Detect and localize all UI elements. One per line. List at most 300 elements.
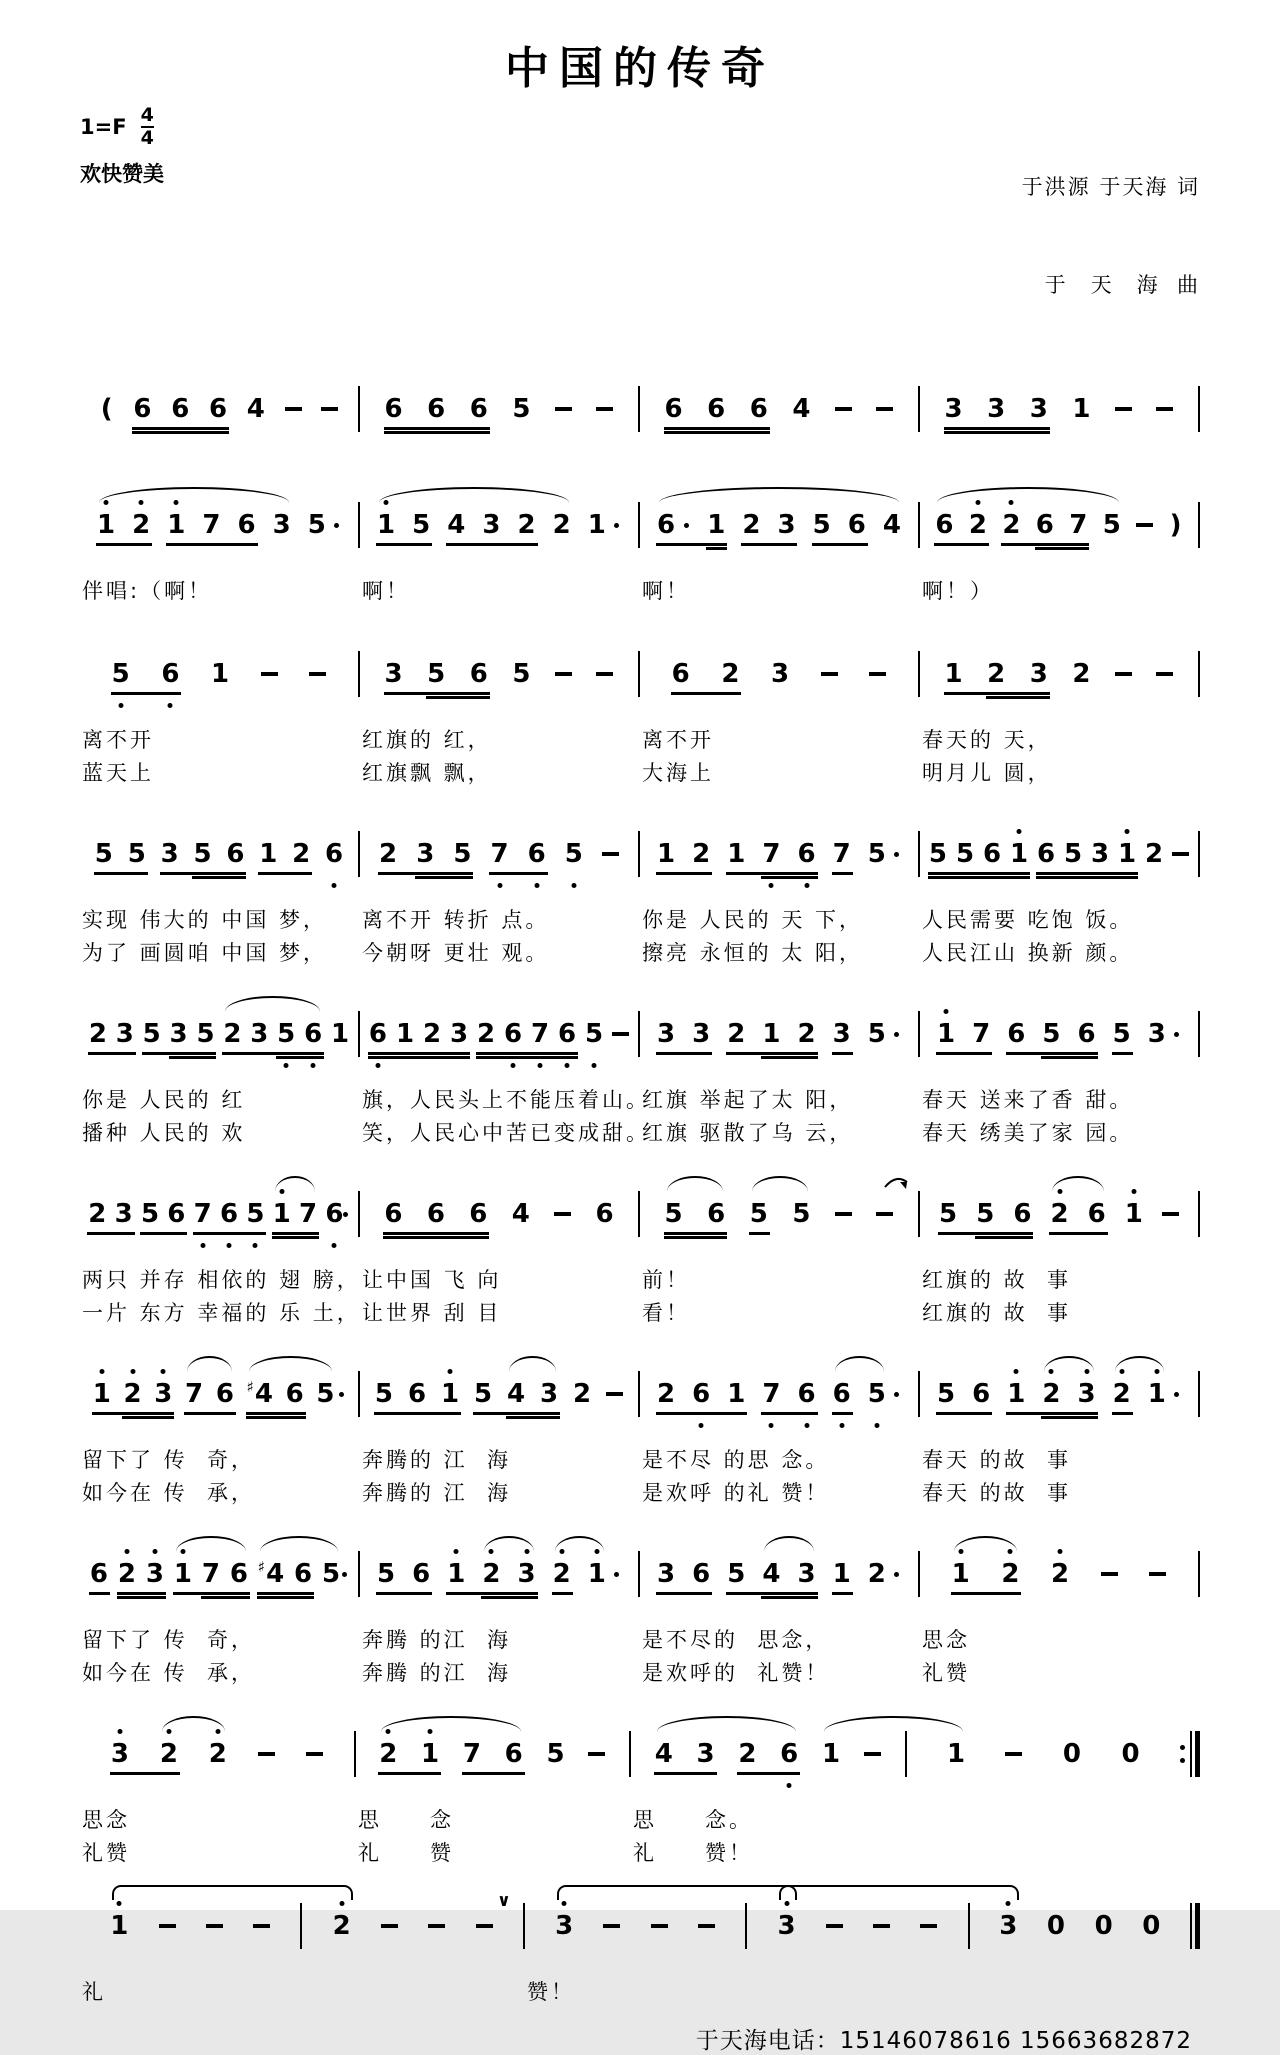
- aug-dot: [613, 1557, 621, 1591]
- note-char: 5: [749, 1199, 768, 1230]
- note: [596, 1197, 614, 1231]
- note-char: 5: [546, 1739, 565, 1770]
- note-char: 5: [812, 510, 831, 541]
- note-char: 6: [780, 1739, 799, 1770]
- lyric-cell: 春天的 天，: [922, 728, 1052, 753]
- dash-glyph: [1156, 672, 1173, 676]
- beam-line: [761, 1596, 818, 1598]
- note: [1036, 508, 1054, 542]
- note: [170, 1017, 188, 1051]
- note: [518, 1557, 536, 1591]
- note-char: 1: [1124, 1199, 1143, 1230]
- beam-line: [383, 1232, 489, 1234]
- measure: [356, 1737, 630, 1771]
- octave-dot-low: [769, 1423, 774, 1428]
- dash-glyph: [588, 1752, 605, 1756]
- measure: [80, 657, 358, 691]
- note: [277, 1017, 295, 1051]
- note-char: 6: [707, 1199, 726, 1230]
- note: [160, 1737, 178, 1771]
- dash: [253, 1909, 270, 1943]
- note-char: 6: [1013, 1199, 1032, 1230]
- note: [1010, 837, 1028, 871]
- note-char: 1: [395, 1019, 415, 1050]
- note-char: 1: [447, 1559, 466, 1590]
- note-char: 1: [1147, 1379, 1166, 1410]
- beam-line: [1041, 1416, 1098, 1418]
- lyric-cell: 蓝天上: [82, 761, 154, 786]
- beam-line: [706, 547, 727, 549]
- note: [423, 1017, 441, 1051]
- note-char: 4: [254, 1379, 273, 1410]
- note-char: ): [1169, 510, 1182, 541]
- note-char: 1: [110, 1911, 129, 1942]
- measure: [640, 657, 918, 691]
- beam-line: [741, 543, 797, 545]
- dash: [826, 1909, 843, 1943]
- beam-line: [376, 1592, 432, 1594]
- note: [238, 508, 256, 542]
- dash-glyph: [261, 672, 278, 676]
- beam-line: [934, 543, 989, 545]
- note-char: 4: [447, 510, 466, 541]
- barline: [1198, 502, 1200, 548]
- note: [780, 1737, 798, 1771]
- octave-dot-low: [511, 1063, 516, 1068]
- note-char: 5: [585, 1019, 604, 1050]
- note: [1001, 1557, 1019, 1591]
- lyric-cell: 思 念。: [633, 1808, 753, 1833]
- aug-dot: [333, 508, 341, 542]
- note-char: 4: [654, 1739, 673, 1770]
- note: [412, 508, 430, 542]
- dash-glyph: [698, 1924, 715, 1928]
- note-char: 3: [384, 659, 403, 690]
- lyric-cell: 一片 东方 幸福的 乐 土，: [82, 1301, 361, 1326]
- beam-line: [706, 543, 727, 545]
- note-char: 5: [453, 839, 472, 870]
- measure: [80, 508, 358, 542]
- aug-dot: [1173, 1377, 1181, 1411]
- octave-dot-low: [804, 883, 809, 888]
- lyric-cell: 伴唱:（啊！: [82, 579, 213, 604]
- beam-line: [761, 876, 818, 878]
- close-paren: [1169, 508, 1183, 542]
- note: [154, 1377, 172, 1411]
- slur-arc: [555, 1536, 604, 1553]
- note-char: 6: [285, 1379, 304, 1410]
- note-char: 2: [692, 839, 711, 870]
- note-char: 3: [1147, 1019, 1166, 1050]
- note: [482, 508, 500, 542]
- note-char: 2: [159, 1739, 178, 1770]
- note: [1148, 1017, 1166, 1051]
- note: [672, 657, 690, 691]
- aug-dot-glyph: [894, 1572, 899, 1577]
- note-char: 5: [246, 1199, 265, 1230]
- dash-glyph: [285, 407, 302, 411]
- measure: [907, 1737, 1181, 1771]
- dash-glyph: [206, 1924, 223, 1928]
- beam-line: [88, 1052, 136, 1054]
- dash-glyph: [321, 407, 338, 411]
- note-char: 2: [208, 1739, 227, 1770]
- note-char: 6: [847, 510, 866, 541]
- beam-line: [761, 1592, 818, 1594]
- lyric-cell: 离不开 转折 点。: [362, 908, 550, 933]
- note: [1069, 508, 1087, 542]
- dash: [920, 1909, 937, 1943]
- dash-glyph: [555, 672, 572, 676]
- note: [167, 508, 185, 542]
- slur-arc: [162, 1716, 225, 1733]
- note: [762, 837, 780, 871]
- note: [194, 1197, 212, 1231]
- note-char: 5: [664, 1199, 683, 1230]
- note: [657, 508, 675, 542]
- dash-glyph: [603, 1924, 620, 1928]
- note: [450, 1017, 468, 1051]
- octave-dot-low: [284, 1063, 289, 1068]
- note: [504, 1017, 522, 1051]
- note-char: 5: [1112, 1019, 1131, 1050]
- slur-arc: [667, 1176, 723, 1193]
- beam-line: [1035, 547, 1089, 549]
- lyrics-row: [80, 1975, 1200, 2008]
- note-char: 5: [512, 394, 531, 425]
- dash-glyph: [1156, 407, 1173, 411]
- slur-arc: [752, 1176, 808, 1193]
- dash: [698, 1909, 715, 1943]
- note-char: 0: [1062, 1739, 1081, 1770]
- note: [707, 1197, 725, 1231]
- note-char: 7: [299, 1199, 318, 1230]
- note-char: 3: [449, 1019, 469, 1050]
- beam-line: [94, 872, 148, 874]
- notes-row: [80, 366, 1200, 458]
- beam-line: [96, 543, 152, 545]
- note: [692, 1557, 710, 1591]
- lyric-cell: 啊！: [362, 579, 410, 604]
- note-char: 1: [167, 510, 186, 541]
- beam-line: [1036, 876, 1138, 878]
- dash: [1149, 1557, 1166, 1591]
- note: [987, 392, 1005, 426]
- note-char: 4: [266, 1559, 285, 1590]
- beam-line: [132, 431, 229, 433]
- note-char: 1: [727, 839, 746, 870]
- note-char: 3: [832, 1019, 851, 1050]
- lyrics-row: [80, 1836, 1200, 1869]
- lyric-cell: 是欢呼 的礼 赞！: [642, 1481, 830, 1506]
- beam-line: [975, 1232, 1033, 1234]
- note: [1103, 508, 1121, 542]
- note-char: 6: [749, 394, 768, 425]
- notes-row: [80, 1531, 1200, 1623]
- dash: [596, 657, 613, 691]
- note: [929, 837, 947, 871]
- beam-line: [944, 431, 1050, 433]
- sharp-icon: ♯: [257, 1558, 266, 1577]
- measure: [360, 1017, 638, 1051]
- dash-glyph: [826, 1924, 843, 1928]
- note-char: 2: [1072, 659, 1091, 690]
- slur-arc: [1044, 1356, 1094, 1373]
- note-char: 3: [999, 1911, 1018, 1942]
- note-char: 1: [727, 1379, 746, 1410]
- note-char: 5: [377, 1559, 396, 1590]
- dash: [588, 1737, 605, 1771]
- note: [128, 837, 146, 871]
- beam-line: [257, 1596, 314, 1598]
- beam-line: [832, 1592, 853, 1594]
- aug-dot: [1173, 1017, 1181, 1051]
- note: [112, 657, 130, 691]
- aug-dot: [613, 508, 621, 542]
- lyric-cell: 啊！）: [922, 579, 994, 604]
- dash-glyph: [606, 1392, 623, 1396]
- measure: [80, 1557, 358, 1591]
- note: [692, 1377, 710, 1411]
- lyric-cell: 是不尽 的思 念。: [642, 1448, 830, 1473]
- note-char: 3: [692, 1019, 711, 1050]
- measure: [920, 1557, 1198, 1591]
- dash-glyph: [864, 1752, 881, 1756]
- note-char: 0: [1142, 1911, 1161, 1942]
- note-char: 3: [555, 1911, 574, 1942]
- note: [185, 1377, 203, 1411]
- note-char: 5: [316, 1379, 335, 1410]
- note: [470, 392, 488, 426]
- octave-dot-high: [339, 1901, 344, 1906]
- measure: [80, 1737, 354, 1771]
- note-char: 6: [504, 1739, 523, 1770]
- note: [750, 392, 768, 426]
- octave-dot-low: [227, 1243, 232, 1248]
- dash: [206, 1909, 223, 1943]
- beam-line: [812, 543, 868, 545]
- note: [777, 1909, 795, 1943]
- beam-line: [383, 1236, 489, 1238]
- measure: [360, 837, 638, 871]
- beam-line: [936, 1412, 992, 1414]
- note-char: 2: [332, 1911, 351, 1942]
- note-char: 6: [671, 659, 690, 690]
- note: [294, 1557, 312, 1591]
- note-char: 7: [762, 1379, 781, 1410]
- note: [1030, 657, 1048, 691]
- music-system-3: [80, 631, 1200, 789]
- note-char: 0: [1121, 1739, 1140, 1770]
- note-char: 5: [512, 659, 531, 690]
- note-char: 2: [476, 1019, 496, 1050]
- dash-glyph: [651, 1924, 668, 1928]
- note: [421, 1737, 439, 1771]
- beam-line: [664, 1236, 727, 1238]
- note: [325, 837, 343, 871]
- note: [118, 1557, 136, 1591]
- measure: [920, 392, 1198, 426]
- lyrics-row: [80, 1803, 1200, 1836]
- note-char: 5: [127, 839, 146, 870]
- note-char: 7: [462, 1739, 481, 1770]
- measure: [920, 657, 1198, 691]
- measure: [640, 1377, 918, 1411]
- note-char: 1: [1007, 1379, 1026, 1410]
- note-char: 1: [272, 1199, 291, 1230]
- beam-line: [975, 1236, 1033, 1238]
- note: [223, 1017, 241, 1051]
- dash-glyph: [428, 1924, 445, 1928]
- note: [304, 1017, 322, 1051]
- octave-dot-high: [130, 1369, 135, 1374]
- note-char: (: [100, 394, 113, 425]
- measure: [525, 1909, 745, 1943]
- octave-dot-low: [769, 883, 774, 888]
- note: [937, 1377, 955, 1411]
- slur-arc: [824, 1716, 963, 1733]
- note: [1088, 1197, 1106, 1231]
- note: [813, 508, 831, 542]
- note-char: 6: [294, 1559, 313, 1590]
- slur-arc: [835, 1356, 884, 1373]
- rest: [1095, 1909, 1113, 1943]
- note: [692, 1017, 710, 1051]
- lyric-cell: 礼赞: [82, 1841, 130, 1866]
- lyric-cell: 为了 画圆咱 中国 梦，: [82, 941, 328, 966]
- note: [777, 508, 795, 542]
- beam-line: [832, 872, 853, 874]
- note-char: 2: [797, 1019, 816, 1050]
- note: [507, 1377, 525, 1411]
- slur-arc: [176, 1536, 246, 1553]
- note-char: 6: [657, 510, 676, 541]
- note: [983, 837, 1001, 871]
- lyric-cell: 红旗 驱散了乌 云，: [642, 1121, 854, 1146]
- page-content: [80, 0, 1200, 2055]
- credits-block: [1022, 106, 1200, 366]
- note-char: 5: [412, 510, 431, 541]
- beam-line: [656, 1052, 712, 1054]
- beam-line: [1035, 543, 1089, 545]
- beam-line: [89, 1592, 110, 1594]
- aug-dot: [682, 508, 690, 542]
- rest: [1121, 1737, 1139, 1771]
- beam-line: [132, 427, 229, 429]
- note-char: 5: [322, 1559, 341, 1590]
- lyric-cell: 春天 的故 事: [922, 1481, 1072, 1506]
- note: [707, 392, 725, 426]
- beam-line: [122, 1416, 174, 1418]
- octave-dot-high: [448, 1369, 453, 1374]
- slur-arc: [779, 1885, 1019, 1900]
- note-char: 1: [1072, 394, 1091, 425]
- note-char: 6: [558, 1019, 577, 1050]
- octave-dot-low: [375, 1063, 380, 1068]
- note: [209, 392, 227, 426]
- note: [546, 1737, 564, 1771]
- music-system-8: [80, 1531, 1200, 1689]
- lyric-cell: 离不开: [642, 728, 714, 753]
- notes-row: [80, 1883, 1200, 1975]
- dash-glyph: [869, 672, 886, 676]
- note: [247, 392, 265, 426]
- beam-line: [276, 1056, 324, 1058]
- note: [209, 1737, 227, 1771]
- note: [750, 1197, 768, 1231]
- note-char: 7: [201, 1559, 220, 1590]
- lyric-cell: 看！: [642, 1301, 690, 1326]
- dash-glyph: [258, 1752, 275, 1756]
- aug-dot: [893, 1377, 901, 1411]
- note-char: 3: [517, 1559, 536, 1590]
- dash: [1162, 1197, 1179, 1231]
- lyric-cell: 擦亮 永恒的 太 阳，: [642, 941, 864, 966]
- note: [512, 392, 530, 426]
- note: [762, 1557, 780, 1591]
- rest: [1063, 1737, 1081, 1771]
- note: [477, 1017, 495, 1051]
- note-char: 6: [1007, 1019, 1026, 1050]
- lyric-cell: 春天 送来了香 甜。: [922, 1088, 1134, 1113]
- octave-dot-high: [124, 1549, 129, 1554]
- note-char: 6: [797, 1379, 816, 1410]
- note: [88, 1197, 106, 1231]
- dash-glyph: [920, 1924, 937, 1928]
- lyrics-row: [80, 1263, 1200, 1296]
- note: [762, 1017, 780, 1051]
- key-tempo-block: [80, 106, 164, 188]
- note-char: 6: [368, 1019, 388, 1050]
- note-char: 2: [738, 1739, 757, 1770]
- note-char: 4: [882, 510, 901, 541]
- note: [657, 1377, 675, 1411]
- measure: [640, 1017, 918, 1051]
- note: [585, 1017, 603, 1051]
- note-char: 7: [193, 1199, 212, 1230]
- beam-line: [1041, 1052, 1098, 1054]
- note: [1072, 392, 1090, 426]
- note-char: 5: [94, 839, 113, 870]
- note: [230, 1557, 248, 1591]
- dash-glyph: [1162, 1212, 1179, 1216]
- note-char: 2: [1050, 1199, 1069, 1230]
- note: [1007, 1377, 1025, 1411]
- slur-arc: [954, 1536, 1017, 1553]
- dash-glyph: [555, 407, 572, 411]
- octave-dot-high: [944, 1009, 949, 1014]
- note-char: 6: [427, 394, 446, 425]
- beam-line: [951, 1592, 1021, 1594]
- note-char: 4: [511, 1199, 530, 1230]
- note: [848, 508, 866, 542]
- note-char: 6: [325, 1199, 344, 1230]
- note: [441, 1377, 459, 1411]
- key-label: 1=F: [80, 115, 127, 140]
- note: [273, 1197, 291, 1231]
- notes-row: [80, 811, 1200, 903]
- lyrics-row: [80, 1083, 1200, 1116]
- sharp-icon: ♯: [246, 1378, 254, 1397]
- aug-dot-glyph: [684, 523, 689, 528]
- note: [952, 1557, 970, 1591]
- slur-arc: [1052, 1176, 1104, 1193]
- lyrics-row: [80, 756, 1200, 789]
- lyric-cell: 红旗飘 飘，: [362, 761, 492, 786]
- note-char: 6: [935, 510, 954, 541]
- lyric-cell: 红旗的 故 事: [922, 1301, 1072, 1326]
- beam-line: [111, 692, 181, 694]
